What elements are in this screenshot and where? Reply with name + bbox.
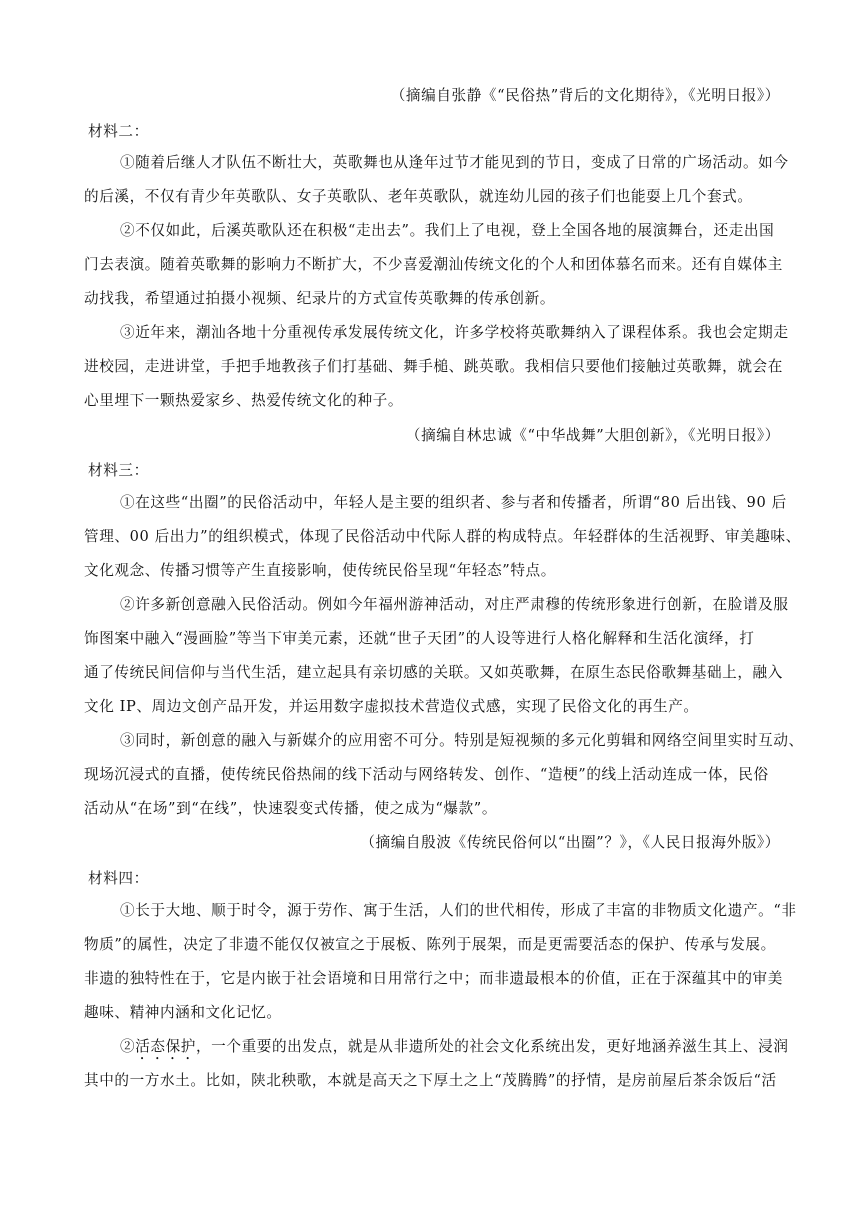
- m2-paragraph-1-line-1: ①随着后继人才队伍不断壮大，英歌舞也从逢年过节才能见到的节日，变成了日常的广场活动。如今: [120, 154, 789, 171]
- m2-paragraph-1-line-2: 的后溪，不仅有青少年英歌队、女子英歌队、老年英歌队，就连幼儿园的孩子们也能耍上几个套式。: [84, 188, 753, 205]
- m4-paragraph-2-line-1: [120, 1037, 816, 1063]
- source-citation-2: （摘编自林忠诚《“中华战舞”大胆创新》，《光明日报》）: [405, 427, 780, 444]
- m4-paragraph-1-line-4: 趣味、精神内涵和文化记忆。: [84, 1004, 282, 1021]
- m2-paragraph-3-line-2: 进校园，走进讲堂，手把手地教孩子们打基础、舞手槌、跳英歌。我相信只要他们接触过英歌舞，就会在: [84, 358, 783, 375]
- m4-paragraph-2-number: ②: [120, 1038, 136, 1055]
- source-citation-1: （摘编自张静《“民俗热”背后的文化期待》，《光明日报》）: [390, 87, 780, 104]
- m2-paragraph-2-line-2: 门去表演。随着英歌舞的影响力不断扩大，不少喜爱潮汕传统文化的个人和团体慕名而来。还有自媒体主: [84, 256, 783, 273]
- m3-paragraph-3-line-3: 活动从“在场”到“在线”，快速裂变式传播，使之成为“爆款”。: [84, 800, 498, 817]
- m3-paragraph-3-line-1: ③同时，新创意的融入与新媒介的应用密不可分。特别是短视频的多元化剪辑和网络空间里实时互动、: [120, 732, 804, 749]
- m3-paragraph-2-line-1: ②许多新创意融入民俗活动。例如今年福州游神活动，对庄严肃穆的传统形象进行创新，在脸谱及服: [120, 596, 789, 613]
- m2-paragraph-2-line-3: 动找我，希望通过拍摄小视频、纪录片的方式宣传英歌舞的传承创新。: [84, 290, 556, 307]
- m3-paragraph-2-line-4: 文化 IP、周边文创产品开发，并运用数字虚拟技术营造仪式感，实现了民俗文化的再生产。: [84, 698, 699, 715]
- emphasized-term: 活态保护: [135, 1038, 196, 1055]
- m2-paragraph-3-line-3: 心里埋下一颗热爱家乡、热爱传统文化的种子。: [84, 392, 404, 409]
- source-citation-3: （摘编自殷波《传统民俗何以“出圈”？》，《人民日报海外版》）: [360, 834, 780, 851]
- m3-paragraph-3-line-2: 现场沉浸式的直播，使传统民俗热闹的线下活动与网络转发、创作、“造梗”的线上活动连成一体，民俗: [84, 766, 769, 783]
- material-3-label: 材料三：: [88, 462, 149, 479]
- material-4-label: 材料四：: [88, 870, 149, 887]
- m3-paragraph-2-line-2: 饰图案中融入“漫画脸”等当下审美元素，还就“世子天团”的人设等进行人格化解释和生活化演绎，打: [84, 630, 755, 647]
- m4-paragraph-1-line-1: ①长于大地、顺于时令，源于劳作、寓于生活，人们的世代相传，形成了丰富的非物质文化遗产。“非: [120, 902, 797, 919]
- material-2-label: 材料二：: [88, 123, 149, 140]
- m3-paragraph-2-line-3: 通了传统民间信仰与当代生活，建立起具有亲切感的关联。又如英歌舞，在原生态民俗歌舞基础上，融入: [84, 664, 783, 681]
- m2-paragraph-2-line-1: ②不仅如此，后溪英歌队还在积极“走出去”。我们上了电视，登上全国各地的展演舞台，还走出国: [120, 222, 775, 239]
- m2-paragraph-3-line-1: ③近年来，潮汕各地十分重视传承发展传统文化，许多学校将英歌舞纳入了课程体系。我也会定期走: [120, 324, 789, 341]
- m4-paragraph-1-line-2: 物质”的属性，决定了非遗不能仅仅被宣之于展板、陈列于展架，而是更需要活态的保护、传承与发展。: [84, 936, 776, 953]
- m4-paragraph-2-line-1-rest: ，一个重要的出发点，就是从非遗所处的社会文化系统出发，更好地涵养滋生其上、浸润: [195, 1038, 789, 1055]
- m3-paragraph-1-line-3: 文化观念、传播习惯等产生直接影响，使传统民俗呈现“年轻态”特点。: [84, 562, 556, 579]
- m3-paragraph-1-line-2: 管理、00 后出力”的组织模式，体现了民俗活动中代际人群的构成特点。年轻群体的生活视野、审美趣味、: [84, 528, 801, 545]
- m4-paragraph-1-line-3: 非遗的独特性在于，它是内嵌于社会语境和日用常行之中；而非遗最根本的价值，正在于深蕴其中的审美: [84, 970, 783, 987]
- m4-paragraph-2-line-2: 其中的一方水土。比如，陕北秧歌，本就是高天之下厚土之上“茂腾腾”的抒情，是房前屋后茶余饭后“活: [84, 1072, 777, 1089]
- m3-paragraph-1-line-1: ①在这些“出圈”的民俗活动中，年轻人是主要的组织者、参与者和传播者，所谓“80 后出钱、90 后: [120, 494, 787, 511]
